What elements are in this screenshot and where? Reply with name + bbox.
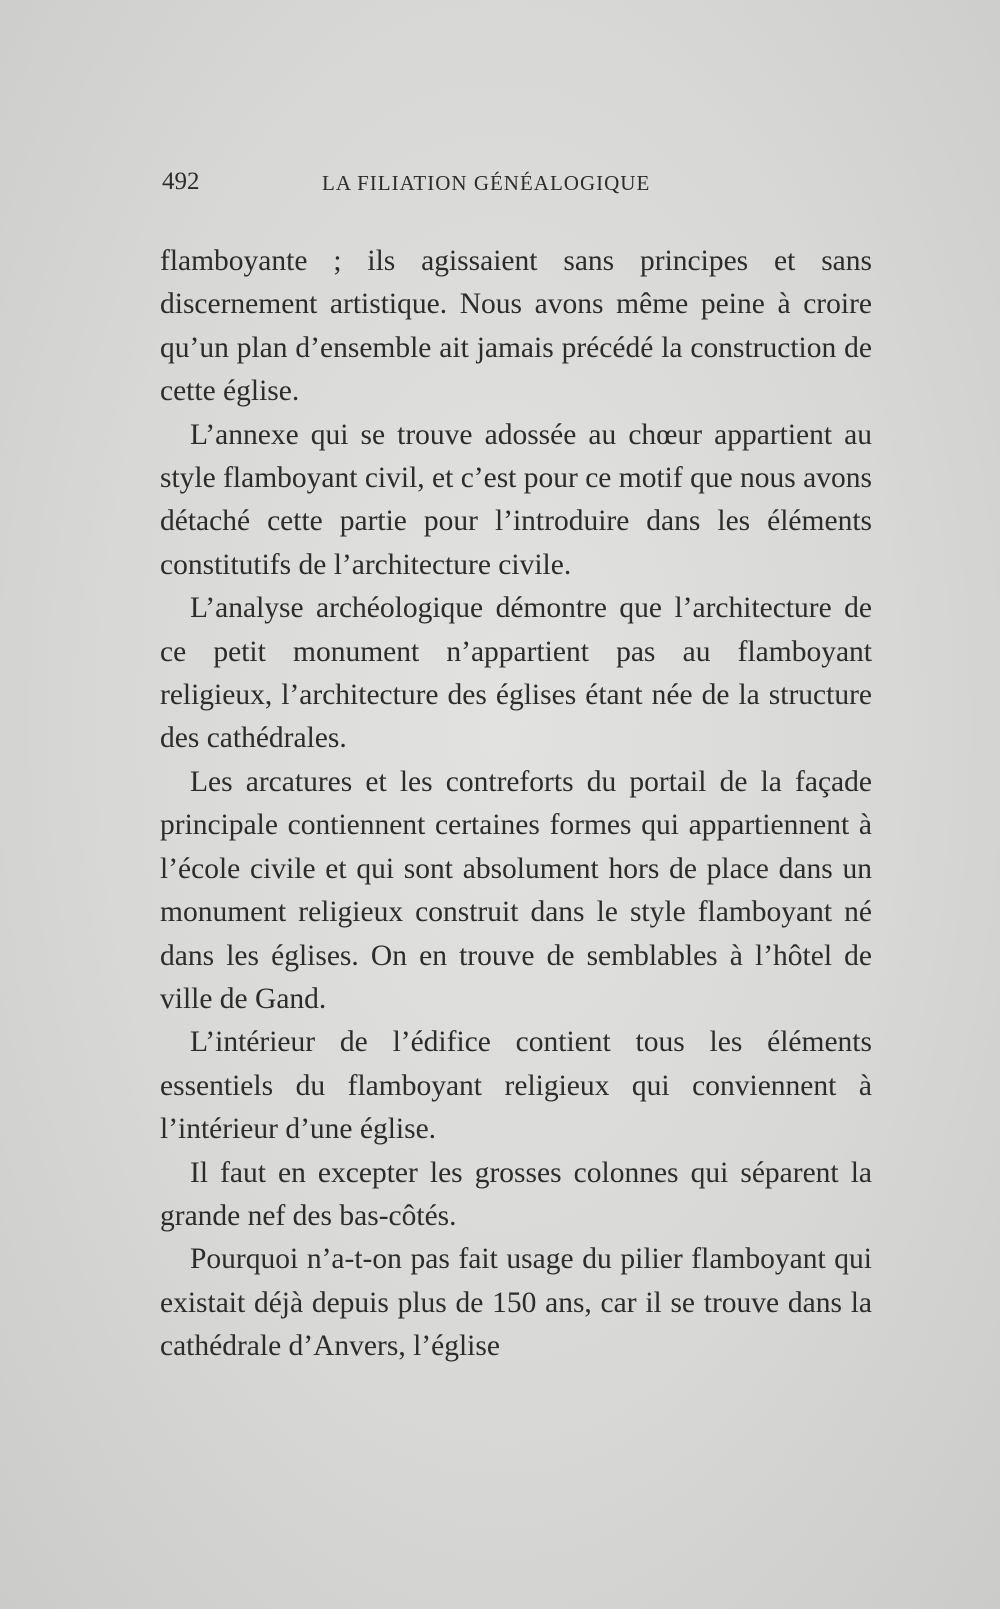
paragraph: flamboyante ; ils agissaient sans principes et sans discernement artistique. Nous avons même peine à croire qu’un plan d’ensemble ait jamais précédé la construction de cette église. [160, 245, 872, 408]
body-text [160, 240, 872, 1369]
paragraph: Les arcatures et les contreforts du portail de la façade principale contiennent certaines formes qui appartiennent à l’école civile et qui sont absolument hors de place dans un monument religieux construit dans le style flamboyant né dans les églises. On en trouve de semblables à l’hôtel de ville de Gand. [160, 765, 872, 1015]
paragraph: L’analyse archéologique démontre que l’architecture de ce petit monument n’appartient pas au flamboyant religieux, l’architecture des églises étant née de la structure des cathédrales. [160, 592, 872, 755]
page-number: 492 [162, 168, 200, 195]
running-title: LA FILIATION GÉNÉALOGIQUE [322, 171, 651, 195]
paragraph: L’intérieur de l’édifice contient tous les éléments essentiels du flamboyant religieux qui conviennent à l’intérieur d’une église. [160, 1026, 872, 1146]
page-header [162, 168, 862, 208]
paragraph: Il faut en excepter les grosses colonnes qui séparent la grande nef des bas-côtés. [160, 1156, 872, 1232]
paragraph: L’annexe qui se trouve adossée au chœur appartient au style flamboyant civil, et c’est pour ce motif que nous avons détaché cette partie pour l’introduire dans les éléments constitutifs de l’architecture civile. [160, 418, 872, 581]
paragraph: Pourquoi n’a-t-on pas fait usage du pilier flamboyant qui existait déjà depuis plus de 150 ans, car il se trouve dans la cathédrale d’Anvers, l’église [160, 1243, 872, 1363]
